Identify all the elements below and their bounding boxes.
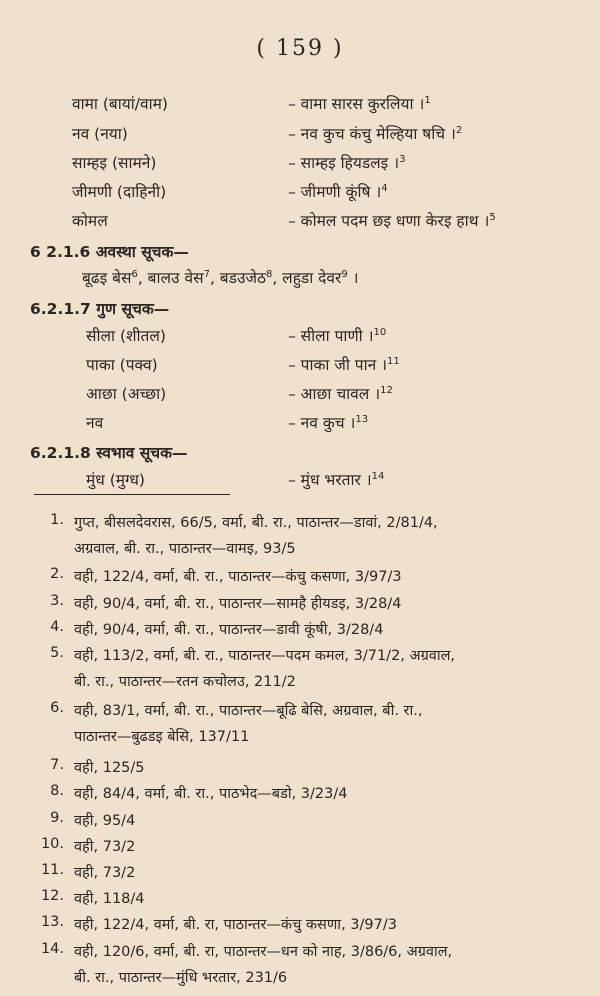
term: पाका (पक्व)	[86, 356, 158, 374]
footnote-text: वही, 113/2, वर्मा, बी. रा., पाठान्तर—पदम कमल, 3/71/2, अग्रवाल,	[74, 648, 456, 664]
section-heading-6217: 6.2.1.7 गुण सूचक—	[30, 300, 170, 318]
term: नव	[86, 414, 104, 432]
footnote-text: वही, 122/4, वर्मा, बी. रा, पाठान्तर—कंचु कसणा, 3/97/3	[74, 917, 397, 933]
term: कोमल	[72, 212, 108, 230]
footnote-text: पाठान्तर—बुढडइ बेसि, 137/11	[74, 729, 250, 745]
term: जीमणी (दाहिनी)	[72, 183, 167, 201]
footnote-text: बी. रा., पाठान्तर—रतन कचोलउ, 211/2	[74, 674, 296, 690]
footnote-text: वही, 125/5	[74, 760, 145, 776]
example: – वामा सारस कुरलिया ।$^1$	[288, 95, 431, 113]
term: नव (नया)	[72, 125, 128, 143]
footnote-text: वही, 122/4, वर्मा, बी. रा., पाठान्तर—कंचु कसणा, 3/97/3	[74, 569, 402, 585]
footnote-divider	[34, 494, 230, 495]
example: – सीला पाणी ।$^{10}$	[288, 327, 387, 345]
term: आछा (अच्छा)	[86, 385, 167, 403]
section-heading-6216: 6 2.1.6 अवस्था सूचक—	[30, 243, 189, 261]
footnote-text: बी. रा., पाठान्तर—मुंधि भरतार, 231/6	[74, 970, 288, 986]
footnote-text: वही, 95/4	[74, 813, 136, 829]
footnote-text: वही, 90/4, वर्मा, बी. रा., पाठान्तर—डावी कूंषी, 3/28/4	[74, 622, 384, 638]
footnote-text: वही, 120/6, वर्मा, बी. रा, पाठान्तर—धन को नाह, 3/86/6, अग्रवाल,	[74, 944, 453, 960]
footnote-text: वही, 118/4	[74, 891, 145, 907]
footnote-text: वही, 84/4, वर्मा, बी. रा., पाठभेद—बडो, 3/23/4	[74, 786, 348, 802]
footnote-text: वही, 73/2	[74, 839, 136, 855]
example: – आछा चावल ।$^{12}$	[288, 385, 393, 403]
term: वामा (बायां/वाम)	[72, 95, 168, 113]
example: – नव कुच कंचु मेल्हिया षचि ।$^2$	[288, 125, 463, 143]
examples-line: बूढइ बेस$^6$, बालउ वेस$^7$, बडउजेठ$^8$, लहुडा देवर$^9$ ।	[82, 269, 359, 287]
example: – पाका जी पान ।$^{11}$	[288, 356, 400, 374]
example: – जीमणी कूंषि ।$^4$	[288, 183, 388, 201]
term: सीला (शीतल)	[86, 327, 166, 345]
footnote-text: वही, 73/2	[74, 865, 136, 881]
example: – मुंध भरतार ।$^{14}$	[288, 471, 385, 489]
example: – कोमल पदम छइ धणा केरइ हाथ ।$^5$	[288, 212, 496, 230]
page-number: ( 159 )	[256, 36, 344, 61]
example: – नव कुच ।$^{13}$	[288, 414, 369, 432]
term: साम्हइ (सामने)	[72, 154, 157, 172]
footnote-text: अग्रवाल, बी. रा., पाठान्तर—वामइ, 93/5	[74, 541, 296, 557]
footnote-text: गुप्त, बीसलदेवरास, 66/5, वर्मा, बी. रा., पाठान्तर—डावां, 2/81/4,	[74, 515, 438, 531]
footnote-text: वही, 90/4, वर्मा, बी. रा., पाठान्तर—सामहै हीयडइ, 3/28/4	[74, 596, 402, 612]
document-page: ( 159 ) वामा (बायां/वाम) – वामा सारस कुरलिया ।$^1$ नव (नया) – नव कुच कंचु मेल्हिया षचि ।$^2$ साम्हइ (सामने) – साम्हइ हियडलइ ।$^3$ जीमणी (दाहिनी) – जीमणी कूंषि ।$^4$ कोमल – कोमल पदम छइ धणा केरइ हाथ ।$^5$ 6 2.1.6 अवस्था सूचक— बूढइ बेस$^6$, बालउ वेस$^7$, बडउजेठ$^8$, लहुडा देवर$^9$ । 6.2.1.7 गुण सूचक— सीला (शीतल) – सीला पाणी ।$^{10}$ पाका (पक्व) – पाका जी पान ।$^{11}$ आछा (अच्छा) – आछा चावल ।$^{12}$ नव – नव कुच ।$^{13}$ 6.2.1.8 स्वभाव सूचक— मुंध (मुग्ध) – मुंध भरतार ।$^{14}$ 1. गुप्त, बीसलदेवरास, 66/5, वर्मा, बी. रा., पाठान्तर—डावां, 2/81/4, अग्रवाल, बी. रा., पाठान्तर—वामइ, 93/5 2. वही, 122/4, वर्मा, बी. रा., पाठान्तर—कंचु कसणा, 3/97/3 3. वही, 90/4, वर्मा, बी. रा., पाठान्तर—सामहै हीयडइ, 3/28/4 4. वही, 90/4, वर्मा, बी. रा., पाठान्तर—डावी कूंषी, 3/28/4 5. वही, 113/2, वर्मा, बी. रा., पाठान्तर—पदम कमल, 3/71/2, अग्रवाल, बी. रा., पाठान्तर—रतन कचोलउ, 211/2 6. वही, 83/1, वर्मा, बी. रा., पाठान्तर—बूढि बेसि, अग्रवाल, बी. रा., पाठान्तर—बुढडइ बेसि, 137/11 7. वही, 125/5 8. वही, 84/4, वर्मा, बी. रा., पाठभेद—बडो, 3/23/4 9. वही, 95/4 10. वही, 73/2 11. वही, 73/2 12. वही, 118/4 13. वही, 122/4, वर्मा, बी. रा, पाठान्तर—कंचु कसणा, 3/97/3 14. वही, 120/6, वर्मा, बी. रा, पाठान्तर—धन को नाह, 3/86/6, अग्रवाल, बी. रा., पाठान्तर—मुंधि भरतार, 231/6	[0, 0, 600, 996]
term: मुंध (मुग्ध)	[86, 471, 145, 489]
example: – साम्हइ हियडलइ ।$^3$	[288, 154, 406, 172]
footnote-text: वही, 83/1, वर्मा, बी. रा., पाठान्तर—बूढि बेसि, अग्रवाल, बी. रा.,	[74, 703, 423, 719]
section-heading-6218: 6.2.1.8 स्वभाव सूचक—	[30, 444, 188, 462]
